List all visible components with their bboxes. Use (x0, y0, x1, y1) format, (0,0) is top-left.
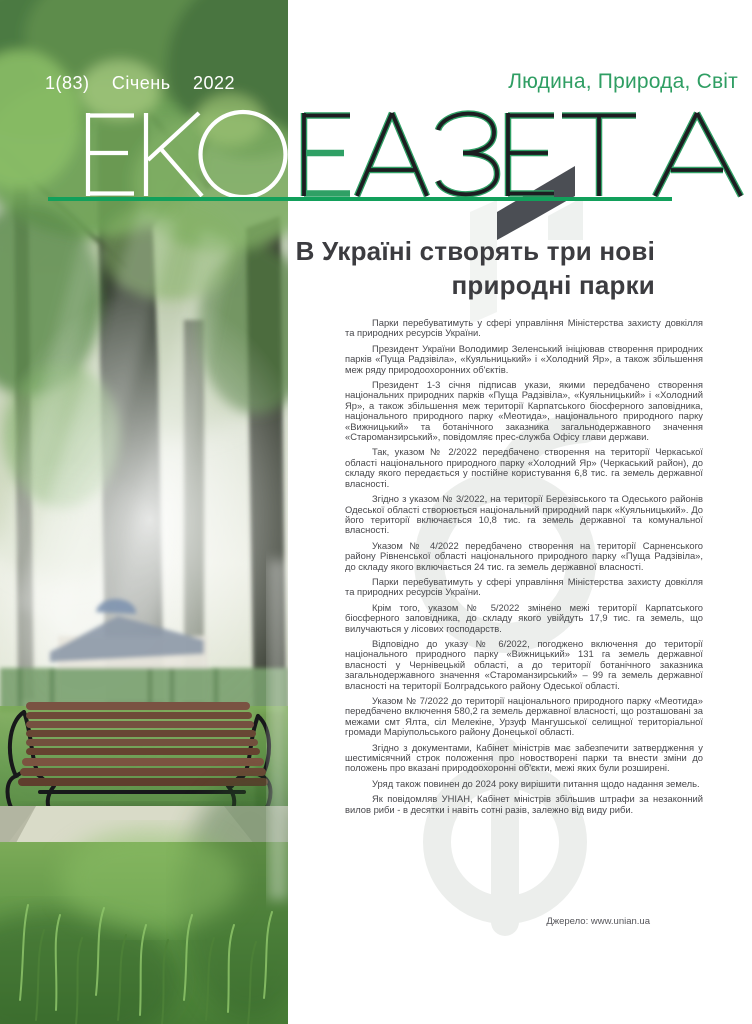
article-paragraph: Президент України Володимир Зеленський ініціював створення природних парків «Пуща Радзівіла», «Куяльницький» і «Холодний Яр», а також збільшення меж ряду природоохоронних об'єктів. (345, 342, 703, 375)
article-paragraph: Згідно з указом № 3/2022, на території Березівського та Одеського районів Одеської області створюється національний природний парк «Куяльницький». До його території включається 10,8 тис. га земель державної та комунальної власності. (345, 493, 703, 536)
article-paragraph: Як повідомляв УНІАН, Кабінет міністрів збільшив штрафи за незаконний вилов риби - в десятки і навіть сотні разів, залежно від виду риби. (345, 793, 703, 815)
issue-line (45, 73, 235, 94)
issue-number: 1(83) (45, 73, 90, 93)
article-paragraph: Парки перебуватимуть у сфері управління Міністерства захисту довкілля та природних ресурсів України. (345, 575, 703, 598)
masthead-green-rule (48, 197, 672, 201)
article-title (296, 234, 655, 302)
source-credit: Джерело: www.unian.ua (546, 916, 650, 927)
article-paragraph: Указом № 4/2022 передбачено створення на території Сарненського району Рівненської області національного природного парку «Пуща Радзівіла», до складу якого включається 24 тис. га земель державної власності. (345, 539, 703, 572)
article-paragraph: Парки перебуватимуть у сфері управління Міністерства захисту довкілля та природних ресурсів України. (345, 317, 703, 339)
masthead-wordmark (0, 0, 752, 210)
article-paragraph: Президент 1-3 січня підписав укази, якими передбачено створення національних природних парків «Пуща Радзівіла», «Куяльницький» і «Холодний Яр», а також збільшення меж території Карпатського біосферного заповідника, національного природного парку «Меотида», національного природного парку «Вижницький» та ботанічного заказника загальнодержавного значення «Староманзирський», повідомляє прес-служба Офісу глави держави. (345, 379, 703, 443)
article-title-line-1: В Україні створять три нові (295, 236, 655, 266)
article-paragraph: Указом № 7/2022 до території національного природного парку «Меотида» передбачено включення 580,2 га земель державної власності, що розташовані за межами смт Ялта, сіл Мелекіне, Урзуф Мангушської селищної територіальної громади Маріупольського району Донецької області. (345, 695, 703, 738)
article-paragraph: Крім того, указом № 5/2022 змінено межі території Карпатського біосферного заповідника, до складу якого увійдуть 17,9 тис. га земель, що вилучаються у лісових господарств. (345, 601, 703, 634)
issue-year: 2022 (192, 73, 235, 93)
issue-month: Січень (111, 73, 171, 93)
article-paragraph: Згідно з документами, Кабінет міністрів має забезпечити затвердження у шестимісячний строк положення про новостворені парки та внести зміни до положень про вказані природоохоронні об'єкти, межі яких були розширені. (345, 741, 703, 774)
masthead-tagline: Людина, Природа, Світ (508, 70, 738, 93)
article-body (345, 318, 703, 820)
article-paragraph: Так, указом № 2/2022 передбачено створення на території Черкаської області національного природного парку «Холодний Яр» (Черкаський район), до складу якого передається у постійне користування 6,8 тис. га земель державної власності. (345, 446, 703, 489)
article-title-line-2: природні парки (451, 270, 655, 300)
article-paragraph: Відповідно до указу № 6/2022, погоджено включення до території національного природного парку «Вижницький» 131 га земель державної власності у Чернівецькій області, а до території ботанічного заказника загальнодержавного значення «Староманзирський» – 99 га земель державної власності на території Болградського району Одеської області. (345, 637, 703, 691)
article-paragraph: Уряд також повинен до 2024 року вирішити питання щодо надання земель. (372, 777, 700, 789)
